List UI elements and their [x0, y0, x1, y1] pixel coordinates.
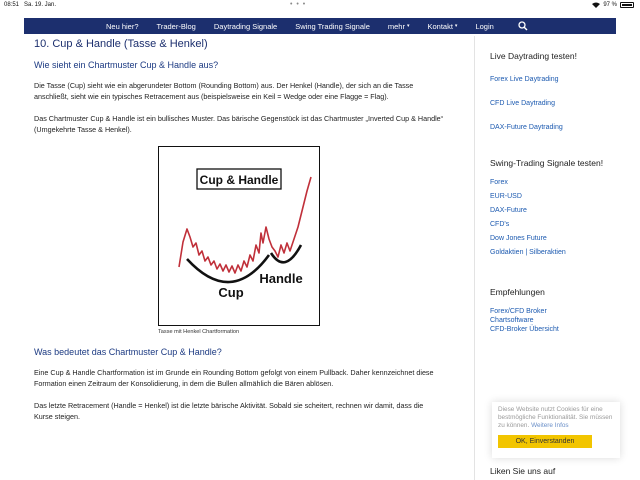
battery-icon: [620, 2, 634, 8]
nav-mehr[interactable]: [388, 22, 410, 31]
sidebar-recommendations: [490, 286, 630, 333]
chart-figure: [158, 146, 320, 335]
wifi-icon: [592, 2, 600, 8]
sidebar-link-forex-cfd-broker[interactable]: Forex/CFD Broker: [490, 308, 547, 315]
sidebar-link-dax-future[interactable]: DAX-Future Daytrading: [490, 124, 563, 131]
chevron-down-icon: ▾: [454, 23, 458, 29]
paragraph: Die Tasse (Cup) sieht wie ein abgerundeter Bottom (Rounding Bottom) aus. Der Henkel (Handle), der sich an die Tasse anschließt, sieht wie ein typisches Retracement aus (beispielsweise ein Keil = Wedge oder eine Flagge = Flag).: [34, 81, 414, 101]
sidebar-link-cfd-broker-overview[interactable]: CFD-Broker Übersicht: [490, 326, 559, 333]
nav-label: Daytrading Signale: [213, 21, 278, 31]
sidebar-link-cfd-live[interactable]: CFD Live Daytrading: [490, 100, 555, 107]
nav-kontakt[interactable]: [427, 22, 457, 31]
sidebar-link-dow-jones[interactable]: Dow Jones Future: [490, 235, 547, 242]
cup-handle-illustration: [159, 147, 318, 324]
figure-caption: Tasse mit Henkel Chartformation: [158, 329, 240, 335]
sidebar-swing: [490, 157, 630, 256]
sidebar-link-chartsoftware[interactable]: Chartsoftware: [490, 317, 534, 324]
cookie-more-info-link[interactable]: Weitere Infos: [531, 422, 569, 429]
page-dots: • • •: [290, 1, 307, 8]
battery-percent: 97 %: [603, 2, 617, 8]
sidebar-link-forex[interactable]: Forex: [490, 179, 508, 186]
paragraph: Das Chartmuster Cup & Handle ist ein bullisches Muster. Das bärische Gegenstück ist das Chartmuster „Inverted Cup & Handle“ (Umgekehrte Tasse & Henkel).: [34, 114, 444, 134]
article: [34, 38, 444, 433]
cookie-accept-button[interactable]: OK, Einverstanden: [498, 435, 592, 448]
status-time: 08:51: [4, 2, 20, 8]
cookie-message: Diese Website nutzt Cookies für eine bestmögliche Funktionalität. Sie müssen zu können.: [498, 406, 613, 429]
sidebar-divider: [474, 36, 475, 480]
sidebar-link-cfds[interactable]: CFD's: [490, 221, 510, 228]
search-icon[interactable]: [518, 21, 528, 31]
nav-neu-hier[interactable]: [106, 22, 139, 31]
status-right: [592, 2, 634, 8]
handle-label: Handle: [259, 271, 303, 286]
chevron-down-icon: ▾: [406, 23, 410, 29]
nav-label: Trader-Blog: [156, 21, 196, 31]
cup-handle-chart[interactable]: [158, 146, 320, 326]
nav-label: Login: [475, 21, 494, 31]
sidebar-heading: Empfehlungen: [490, 287, 545, 297]
paragraph: Eine Cup & Handle Chartformation ist im Grunde ein Rounding Bottom gefolgt von einem Pullback. Daher kennzeichnet diese Formation einen Zeitraum der Konsolidierung, in dem die Bullen allmählich die Bären ablösen.: [34, 368, 434, 388]
sidebar-link-goldaktien[interactable]: Goldaktien | Silberaktien: [490, 249, 566, 256]
nav-login[interactable]: [475, 22, 493, 31]
cookie-banner: [492, 402, 620, 458]
article-title: 10. Cup & Handle (Tasse & Henkel): [34, 38, 208, 50]
sidebar-link-dax-future-swing[interactable]: DAX-Future: [490, 207, 527, 214]
nav-label: Neu hier?: [106, 21, 139, 31]
nav-swing-trading-signale[interactable]: [295, 22, 370, 31]
sidebar-social-heading: Liken Sie uns auf: [490, 466, 556, 476]
status-bar: [0, 0, 640, 12]
cookie-text: [498, 406, 614, 430]
status-date: Sa. 19. Jan.: [24, 2, 57, 8]
sidebar-daytrading: [490, 50, 630, 131]
section-heading: Was bedeutet das Chartmuster Cup & Handle?: [34, 347, 222, 357]
chart-title: Cup & Handle: [199, 173, 279, 187]
sidebar-link-forex-live[interactable]: Forex Live Daytrading: [490, 76, 559, 83]
section-heading: Wie sieht ein Chartmuster Cup & Handle aus?: [34, 60, 219, 70]
sidebar-heading: Live Daytrading testen!: [490, 51, 577, 61]
nav-label: mehr: [387, 21, 405, 31]
paragraph: Das letzte Retracement (Handle = Henkel) ist die letzte bärische Aktivität. Sobald sie scheitert, rechnen wir damit, dass die Kurse steigen.: [34, 401, 424, 421]
nav-label: Swing Trading Signale: [295, 21, 370, 31]
nav-daytrading-signale[interactable]: [214, 22, 277, 31]
main-navigation: [24, 18, 616, 34]
cup-label: Cup: [218, 285, 244, 300]
nav-label: Kontakt: [427, 21, 453, 31]
sidebar-link-eur-usd[interactable]: EUR-USD: [490, 193, 522, 200]
nav-trader-blog[interactable]: [157, 22, 196, 31]
sidebar-heading: Swing-Trading Signale testen!: [490, 158, 604, 168]
sidebar: [490, 50, 630, 351]
